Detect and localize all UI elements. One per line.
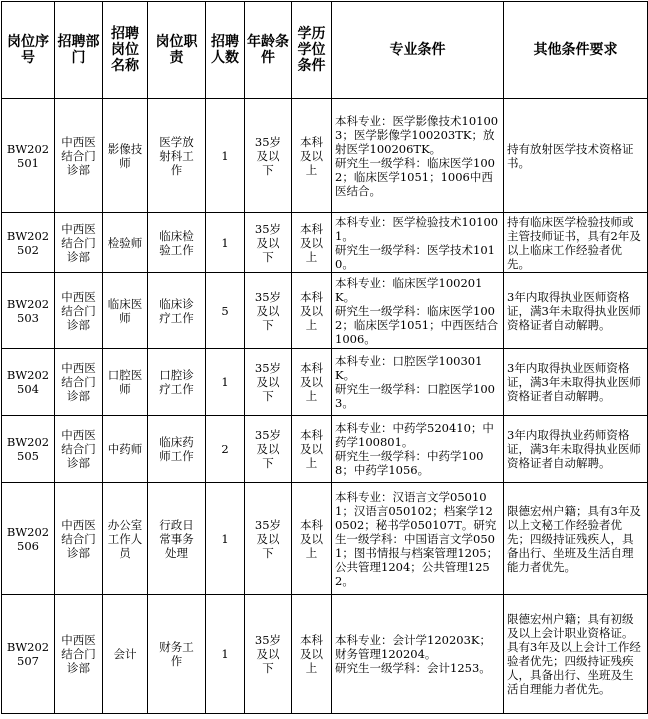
cell-age: 35岁及以下 — [245, 483, 292, 595]
cell-dept: 中西医结合门诊部 — [55, 99, 103, 213]
header-position: 招聘岗位名称 — [103, 2, 148, 99]
cell-code: BW202506 — [2, 483, 55, 595]
cell-edu: 本科及以上 — [292, 595, 332, 714]
cell-count: 1 — [206, 595, 245, 714]
cell-dept: 中西医结合门诊部 — [55, 349, 103, 416]
major-paragraph: 本科专业：临床医学100201K。 — [335, 275, 483, 304]
table-row — [2, 213, 648, 273]
cell-count: 1 — [206, 99, 245, 213]
cell-code: BW202504 — [2, 349, 55, 416]
recruitment-table — [1, 1, 648, 714]
cell-other: 3年内取得执业医师资格证，满3年未取得执业医师资格证者自动解聘。 — [504, 349, 648, 416]
cell-other: 持有临床医学检验技师或主管技师证书，具有2年及以上临床工作经验者优先。 — [504, 213, 648, 273]
cell-edu: 本科及以上 — [292, 483, 332, 595]
cell-other: 限德宏州户籍；具有初级及以上会计职业资格证。具有3年及以上会计工作经验者优先；四级持证残疾人，具备出行、坐班及生活自理能力者优先。 — [504, 595, 648, 714]
cell-edu: 本科及以上 — [292, 213, 332, 273]
table-row — [2, 595, 648, 714]
cell-code: BW202503 — [2, 273, 55, 349]
cell-other: 3年内取得执业药师资格证，满3年未取得执业医师资格证者自动解聘。 — [504, 416, 648, 483]
cell-position: 办公室工作人员 — [103, 483, 148, 595]
cell-major — [332, 483, 504, 595]
major-paragraph: 本科专业：医学检验技术101001。 — [335, 214, 499, 243]
major-paragraph: 本科专业：医学影像技术101003；医学影像学100203TK；放射医学100206TK。 — [335, 113, 499, 156]
cell-dept: 中西医结合门诊部 — [55, 416, 103, 483]
cell-dept: 中西医结合门诊部 — [55, 483, 103, 595]
cell-duty: 临床诊疗工作 — [148, 273, 206, 349]
table-body — [2, 99, 648, 714]
cell-other: 限德宏州户籍；具有3年及以上文秘工作经验者优先；四级持证残疾人，具备出行、坐班及生活自理能力者优先。 — [504, 483, 648, 595]
cell-duty: 医学放射科工作 — [148, 99, 206, 213]
major-paragraph: 研究生一级学科：临床医学1002；临床医学1051；中西医结合1006。 — [335, 303, 499, 346]
cell-duty: 临床检验工作 — [148, 213, 206, 273]
cell-count: 5 — [206, 273, 245, 349]
cell-dept: 中西医结合门诊部 — [55, 273, 103, 349]
cell-duty: 行政日常事务处理 — [148, 483, 206, 595]
table-row — [2, 416, 648, 483]
cell-count: 1 — [206, 483, 245, 595]
header-duty: 岗位职责 — [148, 2, 206, 99]
header-edu: 学历学位条件 — [292, 2, 332, 99]
header-row — [2, 2, 648, 99]
cell-dept: 中西医结合门诊部 — [55, 213, 103, 273]
header-count: 招聘人数 — [206, 2, 245, 99]
cell-duty: 财务工作 — [148, 595, 206, 714]
cell-age: 35岁及以下 — [245, 273, 292, 349]
cell-major — [332, 595, 504, 714]
cell-position: 中药师 — [103, 416, 148, 483]
cell-duty: 口腔诊疗工作 — [148, 349, 206, 416]
cell-count: 2 — [206, 416, 245, 483]
cell-other: 持有放射医学技术资格证书。 — [504, 99, 648, 213]
cell-code: BW202502 — [2, 213, 55, 273]
cell-edu: 本科及以上 — [292, 416, 332, 483]
table-row — [2, 483, 648, 595]
cell-age: 35岁及以下 — [245, 349, 292, 416]
cell-major — [332, 213, 504, 273]
major-paragraph: 研究生一级学科：口腔医学1003。 — [335, 382, 495, 410]
cell-edu: 本科及以上 — [292, 273, 332, 349]
major-paragraph: 本科专业：汉语言文学050101；汉语言050102；档案学120502；秘书学050107T。研究生一级学科：中国语言文学0501；图书情报与档案管理1205；公共管理1204；公共管理1252。 — [335, 489, 499, 588]
cell-dept: 中西医结合门诊部 — [55, 595, 103, 714]
cell-position: 口腔医师 — [103, 349, 148, 416]
cell-age: 35岁及以下 — [245, 416, 292, 483]
cell-count: 1 — [206, 349, 245, 416]
header-major: 专业条件 — [332, 2, 504, 99]
cell-duty: 临床药师工作 — [148, 416, 206, 483]
cell-position: 检验师 — [103, 213, 148, 273]
major-paragraph: 研究生一级学科：医学技术1010。 — [335, 242, 495, 271]
cell-position: 影像技师 — [103, 99, 148, 213]
cell-other: 3年内取得执业医师资格证，满3年未取得执业医师资格证者自动解聘。 — [504, 273, 648, 349]
major-paragraph: 研究生一级学科：中药学1008；中药学1056。 — [335, 449, 484, 477]
header-dept: 招聘部门 — [55, 2, 103, 99]
cell-major — [332, 416, 504, 483]
cell-major — [332, 99, 504, 213]
major-paragraph: 本科专业：口腔医学100301K。 — [335, 354, 483, 382]
cell-age: 35岁及以下 — [245, 99, 292, 213]
table-row — [2, 99, 648, 213]
table-row — [2, 273, 648, 349]
cell-major — [332, 273, 504, 349]
cell-code: BW202501 — [2, 99, 55, 213]
cell-age: 35岁及以下 — [245, 595, 292, 714]
cell-code: BW202507 — [2, 595, 55, 714]
cell-age: 35岁及以下 — [245, 213, 292, 273]
header-other: 其他条件要求 — [504, 2, 648, 99]
major-paragraph: 本科专业：中药学520410；中药学100801。 — [335, 421, 494, 449]
cell-position: 会计 — [103, 595, 148, 714]
cell-position: 临床医师 — [103, 273, 148, 349]
cell-major — [332, 349, 504, 416]
header-code: 岗位序号 — [2, 2, 55, 99]
major-paragraph: 研究生一级学科：会计1253。 — [335, 661, 491, 675]
table-row — [2, 349, 648, 416]
cell-code: BW202505 — [2, 416, 55, 483]
header-age: 年龄条件 — [245, 2, 292, 99]
cell-count: 1 — [206, 213, 245, 273]
cell-edu: 本科及以上 — [292, 99, 332, 213]
major-paragraph: 本科专业：会计学120203K；财务管理120204。 — [335, 633, 491, 661]
major-paragraph: 研究生一级学科：临床医学1002；临床医学1051；1006中西医结合。 — [335, 155, 495, 198]
cell-edu: 本科及以上 — [292, 349, 332, 416]
